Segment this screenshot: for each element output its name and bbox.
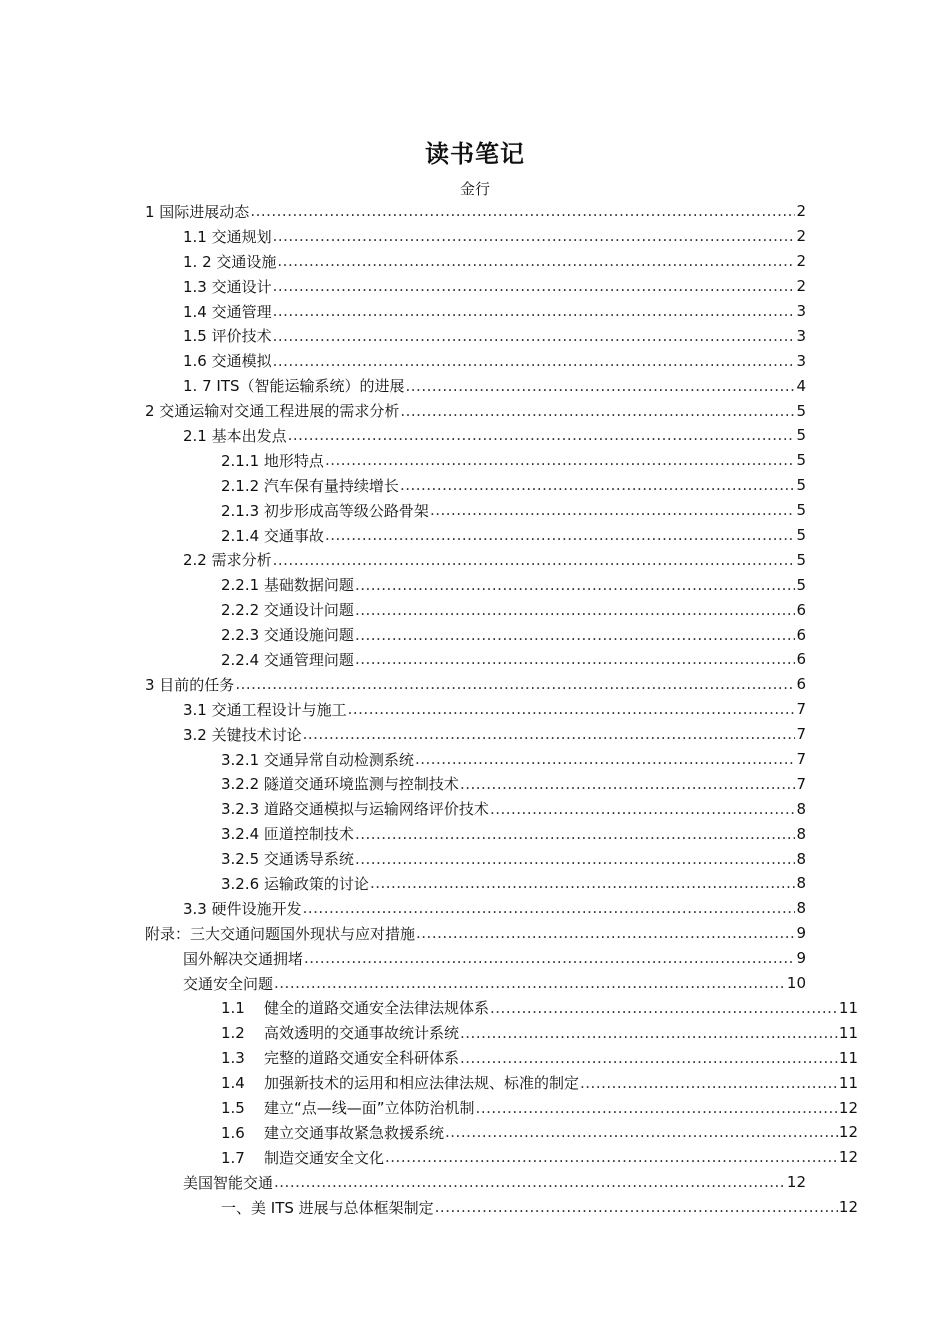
toc-entry-text: 1.3 交通设计 <box>183 277 272 296</box>
toc-entry-title <box>145 400 399 421</box>
toc-entry-title <box>221 500 429 521</box>
toc-entry-title <box>183 350 272 371</box>
toc-entry-number: 1.1 <box>221 999 245 1018</box>
toc-page-number: 3 <box>796 351 806 370</box>
toc-entry[interactable] <box>145 1195 858 1220</box>
toc-page-number: 11 <box>838 1023 858 1042</box>
toc-entry-title <box>221 1197 434 1218</box>
toc-entry[interactable] <box>145 996 858 1021</box>
toc-leader-dots <box>274 1173 786 1191</box>
toc-entry-text: 1 国际进展动态 <box>145 202 250 221</box>
toc-leader-dots <box>490 999 838 1017</box>
toc-entry[interactable] <box>145 622 806 647</box>
toc-leader-dots <box>273 551 796 569</box>
toc-entry[interactable] <box>145 672 806 697</box>
toc-entry-text: 3.3 硬件设施开发 <box>183 899 302 918</box>
toc-entry-text: 1. 7 ITS（智能运输系统）的进展 <box>183 377 405 396</box>
toc-entry-text: 附录：三大交通问题国外现状与应对措施 <box>145 924 416 943</box>
toc-entry-title <box>183 276 272 297</box>
toc-page-number: 5 <box>796 526 806 545</box>
toc-entry-text: 3.2.1 交通异常自动检测系统 <box>221 750 414 769</box>
toc-entry-text: 加强新技术的运用和相应法律法规、标准的制定 <box>264 1074 580 1093</box>
toc-entry[interactable] <box>145 1045 858 1070</box>
toc-entry[interactable] <box>145 547 806 572</box>
toc-entry[interactable] <box>145 423 806 448</box>
toc-page-number: 7 <box>796 774 806 793</box>
toc-entry-title <box>183 898 302 919</box>
toc-leader-dots <box>274 974 786 992</box>
toc-entry[interactable] <box>145 323 806 348</box>
toc-entry-text: 交通安全问题 <box>183 974 274 993</box>
toc-entry-text: 完整的道路交通安全科研体系 <box>264 1049 460 1068</box>
toc-entry[interactable] <box>145 249 806 274</box>
toc-page-number: 5 <box>796 501 806 520</box>
toc-leader-dots <box>416 924 795 942</box>
toc-entry[interactable] <box>145 523 806 548</box>
toc-leader-dots <box>445 1123 838 1141</box>
toc-leader-dots <box>273 352 796 370</box>
toc-page-number: 5 <box>796 550 806 569</box>
toc-leader-dots <box>355 576 796 594</box>
toc-entry-number: 1.2 <box>221 1024 245 1043</box>
toc-entry[interactable] <box>145 747 806 772</box>
toc-entry[interactable] <box>145 846 806 871</box>
toc-entry-text: 1. 2 交通设施 <box>183 252 277 271</box>
toc-entry-text: 3.2 关键技术讨论 <box>183 725 302 744</box>
toc-entry[interactable] <box>145 771 806 796</box>
toc-leader-dots <box>325 451 796 469</box>
toc-entry-title <box>145 201 249 222</box>
toc-entry[interactable] <box>145 1170 806 1195</box>
toc-entry[interactable] <box>145 498 806 523</box>
toc-leader-dots <box>460 1049 838 1067</box>
toc-entry-title <box>221 823 354 844</box>
toc-entry-title <box>221 475 399 496</box>
toc-entry-text: 1.1 交通规划 <box>183 227 272 246</box>
toc-entry-text: 2 交通运输对交通工程进展的需求分析 <box>145 402 400 421</box>
toc-leader-dots <box>400 402 795 420</box>
toc-entry-title <box>183 724 302 745</box>
toc-entry-text: 2.1 基本出发点 <box>183 426 287 445</box>
toc-leader-dots <box>370 874 796 892</box>
toc-entry-number: 1.6 <box>221 1123 245 1142</box>
toc-entry-text: 2.2.1 基础数据问题 <box>221 576 354 595</box>
toc-page-number: 9 <box>796 924 806 943</box>
toc-entry[interactable] <box>145 473 806 498</box>
toc-leader-dots <box>400 476 796 494</box>
toc-entry-text: 3.1 交通工程设计与施工 <box>183 700 347 719</box>
toc-entry-text: 3.2.5 交通诱导系统 <box>221 850 354 869</box>
toc-entry-title <box>183 375 405 396</box>
toc-entry[interactable] <box>145 398 806 423</box>
toc-page-number: 12 <box>838 1123 858 1142</box>
toc-page-number: 2 <box>796 252 806 271</box>
toc-entry[interactable] <box>145 647 806 672</box>
toc-entry[interactable] <box>145 821 806 846</box>
toc-entry[interactable] <box>145 946 806 971</box>
toc-page-number: 11 <box>838 998 858 1017</box>
toc-entry-title <box>221 624 354 645</box>
toc-entry-text: 3 目前的任务 <box>145 675 235 694</box>
toc-entry-text: 制造交通安全文化 <box>264 1148 385 1167</box>
toc-page-number: 6 <box>796 600 806 619</box>
toc-entry-text: 2.2.3 交通设施问题 <box>221 626 354 645</box>
toc-leader-dots <box>355 825 796 843</box>
toc-leader-dots <box>580 1074 838 1092</box>
toc-entry-text: 2.2 需求分析 <box>183 551 272 570</box>
toc-leader-dots <box>355 850 796 868</box>
toc-leader-dots <box>460 1024 838 1042</box>
toc-entry[interactable] <box>145 796 806 821</box>
toc-leader-dots <box>250 202 795 220</box>
toc-entry-title <box>221 773 459 794</box>
toc-leader-dots <box>406 377 796 395</box>
toc-entry-text: 2.1.2 汽车保有量持续增长 <box>221 476 399 495</box>
toc-entry-title <box>221 798 489 819</box>
toc-page-number: 4 <box>796 376 806 395</box>
toc-page-number: 12 <box>838 1148 858 1167</box>
toc-page-number: 7 <box>796 725 806 744</box>
document-title: 读书笔记 <box>425 140 525 168</box>
document-author: 金行 <box>459 180 490 198</box>
toc-entry-title <box>221 574 354 595</box>
toc-entry-title <box>221 749 414 770</box>
toc-leader-dots <box>430 501 796 519</box>
toc-entry[interactable] <box>145 274 806 299</box>
toc-entry[interactable] <box>145 697 806 722</box>
toc-entry[interactable] <box>145 1070 858 1095</box>
toc-leader-dots <box>435 1198 838 1216</box>
toc-page-number: 5 <box>796 575 806 594</box>
toc-entry-text: 1.5 评价技术 <box>183 327 272 346</box>
toc-entry-text: 国外解决交通拥堵 <box>183 949 304 968</box>
toc-entry[interactable] <box>145 1145 858 1170</box>
toc-page-number: 12 <box>838 1098 858 1117</box>
toc-entry-text: 2.1.4 交通事故 <box>221 526 324 545</box>
toc-entry[interactable] <box>145 722 806 747</box>
toc-entry[interactable] <box>145 572 806 597</box>
toc-entry[interactable] <box>145 1020 858 1045</box>
toc-leader-dots <box>235 675 795 693</box>
toc-leader-dots <box>355 650 796 668</box>
toc-page-number: 2 <box>796 277 806 296</box>
toc-entry-title <box>221 1122 444 1143</box>
table-of-contents <box>145 199 858 1220</box>
toc-entry-text: 1.6 交通模拟 <box>183 352 272 371</box>
toc-leader-dots <box>273 277 796 295</box>
toc-entry-title <box>221 997 489 1018</box>
toc-entry-text: 3.2.6 运输政策的讨论 <box>221 874 369 893</box>
toc-entry-title <box>221 1022 459 1043</box>
toc-leader-dots <box>273 302 796 320</box>
toc-entry-text: 一、美 ITS 进展与总体框架制定 <box>221 1198 434 1217</box>
toc-entry[interactable] <box>145 896 806 921</box>
toc-entry[interactable] <box>145 597 806 622</box>
toc-entry-text: 2.2.4 交通管理问题 <box>221 650 354 669</box>
toc-page-number: 6 <box>796 650 806 669</box>
toc-entry-title <box>145 923 415 944</box>
toc-leader-dots <box>288 426 796 444</box>
toc-leader-dots <box>355 626 796 644</box>
toc-entry-text: 建立“点—线—面”立体防治机制 <box>264 1099 475 1117</box>
toc-entry-title <box>221 450 324 471</box>
toc-entry[interactable] <box>145 971 806 996</box>
toc-leader-dots <box>460 775 796 793</box>
toc-leader-dots <box>273 327 796 345</box>
toc-entry-text: 2.1.3 初步形成高等级公路骨架 <box>221 501 429 520</box>
toc-page-number: 7 <box>796 750 806 769</box>
toc-leader-dots <box>303 725 796 743</box>
toc-page-number: 2 <box>796 202 806 221</box>
toc-entry-text: 2.1.1 地形特点 <box>221 451 324 470</box>
toc-entry-text: 美国智能交通 <box>183 1173 274 1192</box>
toc-page-number: 5 <box>796 451 806 470</box>
toc-entry-text: 3.2.3 道路交通模拟与运输网络评价技术 <box>221 800 489 819</box>
toc-entry[interactable] <box>145 348 806 373</box>
toc-entry[interactable] <box>145 299 806 324</box>
toc-entry-number: 1.3 <box>221 1049 245 1068</box>
toc-entry-text: 3.2.4 匝道控制技术 <box>221 825 354 844</box>
toc-leader-dots <box>476 1099 838 1117</box>
toc-entry-title <box>183 1172 273 1193</box>
toc-entry-title <box>221 1072 579 1093</box>
toc-page-number: 5 <box>796 401 806 420</box>
toc-entry[interactable] <box>145 448 806 473</box>
toc-entry-title <box>221 525 324 546</box>
toc-entry-title <box>221 1047 459 1068</box>
toc-page-number: 7 <box>796 700 806 719</box>
toc-entry[interactable] <box>145 224 806 249</box>
toc-entry[interactable] <box>145 1095 858 1120</box>
toc-page-number: 5 <box>796 476 806 495</box>
toc-entry-number: 1.5 <box>221 1099 245 1117</box>
toc-entry[interactable] <box>145 1120 858 1145</box>
toc-leader-dots <box>273 227 796 245</box>
toc-page-number: 3 <box>796 326 806 345</box>
toc-entry-title <box>183 251 276 272</box>
toc-entry-title <box>183 699 347 720</box>
toc-page-number: 8 <box>796 849 806 868</box>
toc-leader-dots <box>277 252 795 270</box>
toc-page-number: 8 <box>796 799 806 818</box>
toc-entry-text: 3.2.2 隧道交通环境监测与控制技术 <box>221 775 459 794</box>
toc-entry[interactable] <box>145 373 806 398</box>
toc-entry-title <box>221 848 354 869</box>
toc-entry-number: 1.4 <box>221 1074 245 1093</box>
toc-entry[interactable] <box>145 199 806 224</box>
toc-page-number: 12 <box>786 1173 806 1192</box>
toc-page-number: 5 <box>796 426 806 445</box>
toc-page-number: 9 <box>796 949 806 968</box>
toc-entry-title <box>221 1097 475 1118</box>
toc-page-number: 8 <box>796 824 806 843</box>
toc-entry-number: 1.7 <box>221 1148 245 1167</box>
toc-leader-dots <box>385 1148 838 1166</box>
toc-entry-text: 高效透明的交通事故统计系统 <box>264 1024 460 1043</box>
toc-page-number: 8 <box>796 899 806 918</box>
toc-leader-dots <box>303 899 796 917</box>
toc-entry-text: 健全的道路交通安全法律法规体系 <box>264 999 490 1018</box>
toc-entry[interactable] <box>145 921 806 946</box>
toc-entry-title <box>221 599 354 620</box>
toc-leader-dots <box>304 949 795 967</box>
toc-entry-title <box>183 973 273 994</box>
toc-leader-dots <box>415 750 796 768</box>
toc-entry-text: 建立交通事故紧急救援系统 <box>264 1123 445 1142</box>
toc-entry-title <box>183 301 272 322</box>
toc-entry-title <box>183 549 272 570</box>
toc-leader-dots <box>325 526 796 544</box>
toc-entry-title <box>183 325 272 346</box>
toc-entry[interactable] <box>145 871 806 896</box>
toc-page-number: 10 <box>786 974 806 993</box>
toc-page-number: 8 <box>796 874 806 893</box>
toc-page-number: 12 <box>838 1198 858 1217</box>
toc-entry-title <box>221 873 369 894</box>
toc-entry-title <box>221 649 354 670</box>
toc-page-number: 11 <box>838 1073 858 1092</box>
toc-page-number: 6 <box>796 625 806 644</box>
toc-page-number: 11 <box>838 1048 858 1067</box>
toc-leader-dots <box>355 601 796 619</box>
toc-leader-dots <box>348 700 796 718</box>
toc-entry-title <box>183 226 272 247</box>
toc-page-number: 3 <box>796 302 806 320</box>
toc-entry-text: 2.2.2 交通设计问题 <box>221 601 354 620</box>
toc-entry-title <box>145 674 234 695</box>
toc-entry-title <box>183 425 287 446</box>
toc-entry-text: 1.4 交通管理 <box>183 302 272 321</box>
toc-page-number: 6 <box>796 675 806 694</box>
toc-page-number: 2 <box>796 227 806 246</box>
toc-entry-title <box>221 1147 384 1168</box>
toc-leader-dots <box>490 800 796 818</box>
toc-entry-title <box>183 948 303 969</box>
